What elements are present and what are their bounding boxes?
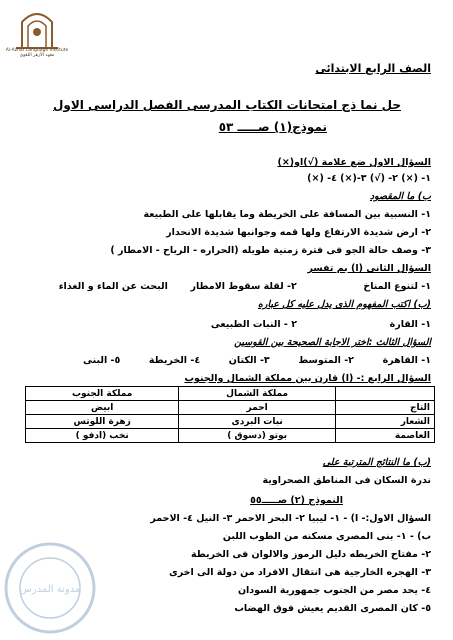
q2-answers-row [14, 280, 431, 293]
logo-line1: Al-Azhar Language Institute [5, 48, 69, 53]
q1-item: ٢- ارض شديدة الارتفاع ولها قمه وجوانبها شديدة الانحدار [166, 227, 431, 238]
q2-answer: ٢- لقلة سقوط الامطار [190, 281, 297, 292]
q4-b-heading: (ب) ما النتائج المترتبة على [322, 457, 431, 468]
q1-b-heading: ب) ما المقصود [369, 191, 431, 202]
q3-answer: ٤- الخريطة [148, 355, 201, 366]
model2-item: ٣- الهجره الخارجية هى انتقال الافراد من دولة الى اخرى [168, 567, 431, 578]
table-row-label: الشعار [336, 415, 435, 429]
document-title: حل نما ذج امتحانات الكتاب المدرسى الفصل الدراسى الاول [52, 98, 401, 112]
q3-answer: ٣- الكتان [228, 355, 270, 366]
q2-answer: البحث عن الماء و الغذاء [58, 281, 168, 292]
table-header-south: مملكة الجنوب [26, 387, 179, 401]
table-cell: بوتو (دسوق ) [179, 429, 336, 443]
model2-title: النموذج (٢) صـــــ٥٥ [250, 495, 343, 506]
table-cell: نبات البردى [179, 415, 336, 429]
table-header-row [26, 387, 435, 401]
q2-b-answers-row [14, 318, 431, 331]
table-cell: ابيض [26, 401, 179, 415]
model1-title: نموذج(١) صـــــ ٥٣ [218, 120, 327, 134]
model2-q1-line: السؤال الاول:- ا) - ١- ليبيا ٢- البحر الاحمر ٣- النيل ٤- الاحمر [150, 513, 431, 524]
q3-answers-row [14, 354, 431, 367]
q2-b-answer: ٢ - النبات الطبيعى [210, 319, 297, 330]
q1-item: ٣- وصف حالة الجو فى فترة زمنية طويله (الحراره - الرياح - الامطار ) [110, 245, 431, 256]
table-cell: زهرة اللوتس [26, 415, 179, 429]
q1-heading: السؤال الاول ضع علامة (√)او(×) [277, 157, 431, 168]
model2-item: ٤- يحد مصر من الجنوب جمهورية السودان [237, 585, 431, 596]
q2-b-answer: ١- القارة [389, 319, 431, 330]
logo-caption [0, 48, 74, 58]
table-cell: نخب (ادفو ) [26, 429, 179, 443]
logo-line2: معهد الأزهر اللغوي [19, 53, 55, 58]
model2-item: ب) - ١- بنى المصرى مسكنه من الطوب اللبن [222, 531, 431, 542]
q2-b-heading: (ب) اكتب المفهوم الذى يدل عليه كل عباره [257, 299, 431, 310]
table-row [26, 415, 435, 429]
watermark-stamp [2, 540, 98, 636]
q2-heading: السؤال الثانى (ا) بم تفسر [307, 263, 431, 274]
q3-heading: السؤال الثالث :اختر الاجابة الصحيحة بين القوسين [234, 337, 431, 348]
table-row-label: التاج [336, 401, 435, 415]
q1-answers: ١- (×) ٢- (√) ٣-(×) ٤- (×) [307, 173, 431, 184]
q2-answer: ١- لتنوع المناخ [363, 281, 431, 292]
q3-answer: ٢- المتوسط [298, 355, 354, 366]
table-header-north: مملكة الشمال [179, 387, 336, 401]
table-row [26, 401, 435, 415]
table-corner-cell [336, 387, 435, 401]
model2-item: ٢- مفتاح الخريطه دليل الرموز والالوان فى الخريطة [190, 549, 431, 560]
q4-heading: السؤال الرابع :- (ا) قارن بين مملكة الشمال والجنوب [184, 373, 431, 384]
table-row-label: العاصمة [336, 429, 435, 443]
table-cell: احمر [179, 401, 336, 415]
stamp-text: مدونة المدرس [19, 584, 81, 595]
model2-item: ٥- كان المصرى القديم يعيش فوق الهضاب [234, 603, 431, 614]
q4-b-answer: ندرة السكان فى المناطق الصحراوية [262, 475, 431, 486]
grade-heading: الصف الرابع الابتدائى [315, 62, 431, 75]
q1-item: ١- النسبية بين المسافة على الخريطة وما يقابلها على الطبيعة [143, 209, 431, 220]
comparison-table [25, 386, 435, 443]
table-row [26, 429, 435, 443]
q3-answer: ٥- البنى [83, 355, 121, 366]
q3-answer: ١- القاهرة [382, 355, 431, 366]
